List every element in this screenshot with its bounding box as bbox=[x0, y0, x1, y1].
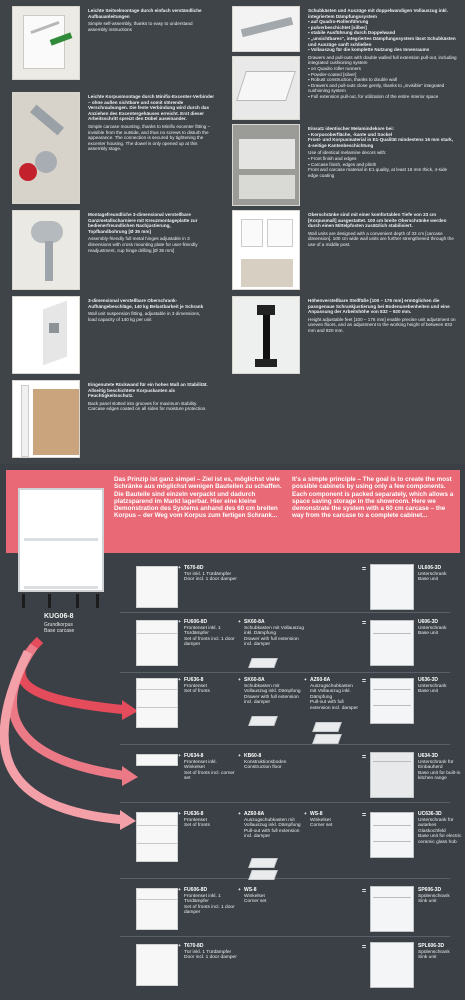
flow-arrows bbox=[0, 600, 140, 910]
drawer-door-front-row2 bbox=[136, 620, 178, 666]
feature-4-text: 3-dimensional verstellbare Oberschrank-Aufhängebeschläge, 140 kg Belastbarkeit je Schrank Wall unit suspension fitting, adjustable in 3 dimensions, load capacity of 140 kg per unit bbox=[88, 298, 204, 322]
result-unit-row2 bbox=[370, 620, 414, 666]
result-unit-row7 bbox=[370, 942, 414, 988]
assembly-instructions-photo bbox=[12, 6, 80, 80]
drawer-icon bbox=[248, 716, 278, 726]
result-row6: SP606-3D Spülenschrank Sink unit bbox=[418, 887, 450, 905]
result-row1: UL606-3D Unterschrank Base unit bbox=[418, 565, 447, 583]
part-row6-1: + WS-8 Winkelset Corner set bbox=[238, 887, 267, 905]
feature-3-text: Montagefreundliche 3-dimensional verstellbare Ganzmetallscharniere mit Kreuzmontageplatte zur bedienerfreundlichen Nachjustierung, Topfbandbohrung [Ø 35 mm] Assembly-friendly full metal hinges adjustable in 3 dimensions with cross mounting plate for user-friendly readjustment, cup hinge drilling [Ø 35 mm] bbox=[88, 212, 198, 253]
result-unit-row6 bbox=[370, 886, 414, 932]
result-row4: U634-3D Unterschrank für Einbauherd Base unit for built-in kitchen range bbox=[418, 753, 461, 782]
base-carcase-code: KUG06-8 bbox=[44, 613, 74, 620]
hinge-photo bbox=[12, 210, 80, 290]
feature-5-text: Eingenutete Rückwand für ein hohes Maß an Stabilität. Allseitig beschichtete Korpuskanten als Feuchtigkeitsschutz. Back panel slotted into grooves for maximum stability. Carcase edges coated on all sides for moisture protection. bbox=[88, 382, 208, 412]
front-row6: + FU606-8D Frontenset inkl. 1 Türdämpfer Set of fronts incl. 1 door damper bbox=[178, 887, 235, 916]
sink-front-row6 bbox=[136, 888, 178, 930]
base-carcase-illustration bbox=[18, 488, 104, 592]
front-row4: + FU634-8 Frontenset inkl. Winkelset Set of fronts incl. corner set bbox=[178, 753, 235, 782]
intro-text-de: Das Prinzip ist ganz simpel – Ziel ist es, möglichst viele Schränke aus möglichst wenigen Bauteilen zu schaffen. Die Bauteile sind einzeln verpackt und dadurch platzsparend im Markt lagerbar. Hier eine kleine Demonstration des Systems anhand des 60 cm breiten Korpus – der Weg vom Korpus zum fertigen Schrank... bbox=[114, 476, 282, 520]
three-drawer-front-row3 bbox=[136, 678, 178, 728]
panel-front-row4 bbox=[136, 754, 178, 766]
result-row2: U606-3D Unterschrank Base unit bbox=[418, 619, 447, 637]
drawer-icon bbox=[248, 658, 278, 668]
part-row3-2: + AZ60-8A Auszugschubkasten mit Vollauszug inkl. Dämpfung Pull-out with full extension incl. damper bbox=[304, 677, 358, 711]
pullout-icon bbox=[312, 734, 342, 744]
sink-door-front-row7 bbox=[136, 944, 178, 986]
result-unit-row4 bbox=[370, 752, 414, 798]
result-row7: SPL606-3D Spülenschrank Sink unit bbox=[418, 943, 450, 961]
front-row2: + FU606-8D Frontenset inkl. 1 Türdämpfer Set of fronts incl. 1 door damper bbox=[178, 619, 235, 648]
melamine-decor-photo bbox=[232, 124, 300, 206]
result-unit-row5 bbox=[370, 812, 414, 858]
result-unit-row3 bbox=[370, 678, 414, 724]
base-carcase-label: Grundkorpus Base carcase bbox=[44, 622, 75, 634]
wall-unit-photo bbox=[232, 210, 300, 290]
feature-2-text: Leichte Korpusmontage durch Minifix-Excenter-Verbinder – ohne außen sichtbare und somit störende Verschraubungen. Die feste Verbindung wird durch das Anziehen des Excentergehäuses erreicht. Erst dieser Arbeitsschritt spreizt den Dübel auseinander. Simple carcase mounting, thanks to Minifix excenter fitting – invisible from the outside, and thus no screws to disturb the appearance. The connection is secured by tightening the excenter housing. The dowel is only opened up at this assembly stage. bbox=[88, 94, 215, 152]
result-unit-row1 bbox=[370, 564, 414, 610]
pullout-icon bbox=[312, 722, 342, 732]
minifix-fitting-photo bbox=[12, 92, 80, 204]
result-row5: UC636-3D Unterschrank für autarkes Glaskochfeld Base unit for electric ceramic glass hob bbox=[418, 811, 462, 845]
feature-6-text: Schubkästen und Auszüge mit doppelwandigen Vollauszug inkl. integriertem Dämpfungssystem ▪ auf Quadro-Rollenführung ▪ pulverbeschichtet [silber] ▪ stabile Ausführung durch Doppelwand ▪ „unsichtbares“, integriertes Dämpfungssystem lässt Schubkästen und Auszüge sanft schließen ▪ Vollauszug für die komplette Nutzung des Innenraums Drawers and pull-outs with double walled full extension pull-out, including integrated cushioning system ▪ on Quadro roller runners ▪ Powder-coated [silver] ▪ Robust construction, thanks to double wall ▪ Drawers and pull-outs close gently, thanks to „invisible“ integrated cushioning system ▪ Full extension pull-out, for utilization of the entire interior space bbox=[308, 8, 457, 99]
drawer-runner-photo bbox=[232, 6, 300, 52]
door-front-row1 bbox=[136, 566, 178, 608]
intro-text-en: It's a simple principle – The goal is to create the most possible cabinets by using only a few components. Each component is packed separately, which allows a space saving storage in the showroom. Here we demonstrate the system with a 60 cm carcase – the way from the carcase to a complete cabinet... bbox=[292, 476, 454, 520]
back-panel-photo bbox=[12, 380, 80, 458]
front-row3: + FU636-8 Frontenset Set of fronts bbox=[178, 677, 210, 695]
three-drawer-front-row5 bbox=[136, 812, 178, 862]
wall-suspension-photo bbox=[12, 296, 80, 374]
pullout-icon bbox=[248, 858, 278, 868]
front-row7: + T670-8D Tür inkl. 1 Türdämpfer Door incl. 1 door damper bbox=[178, 943, 237, 961]
part-row3-1: + SK60-8A Schubkasten mit Vollauszug inkl. Dämpfung Drawer with full extension incl. damper bbox=[238, 677, 301, 706]
part-row2-1: + SK60-8A Schubkasten mit Vollauszug inkl. Dämpfung Drawer with full extension incl. damper bbox=[238, 619, 304, 648]
part-row5-2: + WS-8 Winkelset Corner set bbox=[304, 811, 333, 829]
feature-9-text: Höhenverstellbare Stellfüße [100 – 176 mm] ermöglichen die passgenaue Schrankjustierung bei Bodenunebenheiten und eine Anpassung der Arbeitshöhe von 832 – 920 mm. Height adjustable feet [100 – 176 mm] enable precise unit adjustment on uneven floors, and an adjustment to the working height of between 832 mm and 920 mm. bbox=[308, 298, 456, 333]
feature-7-text: Einsatz identischer Melamindekore bei: ▪ Korpusoberfläche, -kante und Sockel Front- und Korpusmaterial in E1-Qualität mindestens 16 mm stark, 4-seitige Kantenbeschichtung Use of identical melamine decors with: ▪ Front finish and edges ▪ Carcase finish, edges and plinth Front and carcase material in E1 quality, at least 16 mm thick, 4-side edge coating bbox=[308, 126, 453, 178]
front-row1: + T670-8D Tür inkl. 1 Türdämpfer Door incl. 1 door damper bbox=[178, 565, 237, 583]
front-row5: + FU636-8 Frontenset Set of fronts bbox=[178, 811, 210, 829]
part-row5-1: + AZ60-8A Auszugschubkasten mit Vollauszug inkl. Dämpfung Pull-out with full extension incl. damper bbox=[238, 811, 301, 840]
feature-8-text: Oberschränke sind mit einer komfortablen Tiefe von 33 cm [Korpusmaß] ausgestattet. 100 cm breite Oberschränke werden durch einen Mittelpfosten zusätzlich stabilisiert. Wall units are designed with a convenient depth of 33 cm [carcase dimension]. 100 cm wide wall units are further strengthened through the use of a middle post. bbox=[308, 212, 454, 247]
result-row3: U636-3D Unterschrank Base unit bbox=[418, 677, 447, 695]
drawer-photo bbox=[232, 56, 300, 120]
feature-1-text: Leichte Seitselmontage durch einfach verständliche Aufbauanleitungen Simple self-assembly, thanks to easy to understand assembly instructions bbox=[88, 8, 202, 32]
part-row4-1: + KB60-8 Konstruktionsboden Construction floor bbox=[238, 753, 287, 771]
pullout-icon bbox=[248, 870, 278, 880]
adjustable-feet-photo bbox=[232, 296, 300, 374]
